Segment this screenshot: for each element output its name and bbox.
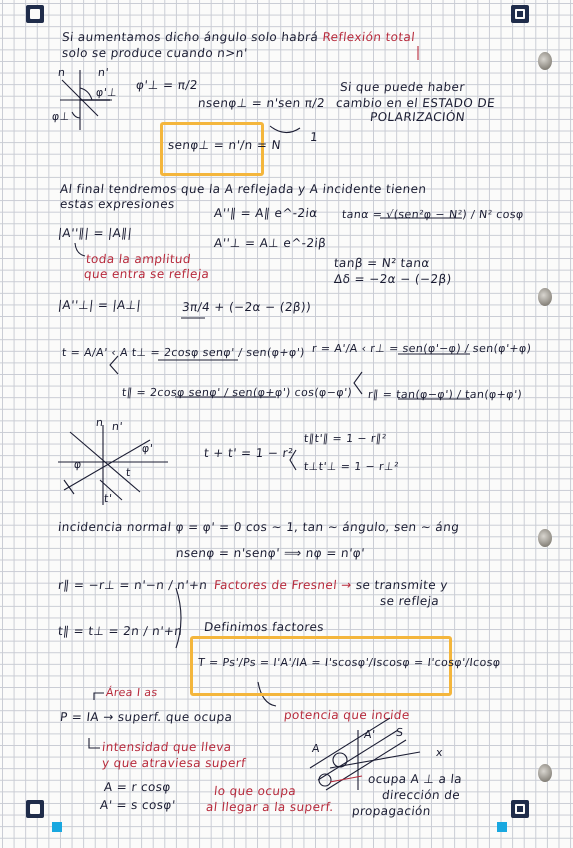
eq-a-perp-abs: |A''⊥| = |A⊥|	[57, 298, 142, 312]
fig2-label-n: n	[95, 416, 105, 429]
brace	[270, 126, 300, 133]
brace-r	[354, 372, 362, 394]
occupies-2: dirección de	[381, 788, 461, 802]
fresnel-line-2: se refleja	[379, 594, 440, 608]
red-occupy-2: al llegar a la superf.	[205, 800, 335, 814]
side-note-1: Si que puede haber	[339, 80, 466, 94]
eq-r-perp: r = A'/A ‹ r⊥ = sen(φ'−φ) / sen(φ'+φ)	[311, 342, 533, 355]
fig3-label-x: x	[435, 746, 444, 759]
define-factors: Definimos factores	[203, 620, 325, 634]
eq-sum-perp: t⊥t'⊥ = 1 − r⊥²	[303, 460, 400, 473]
phi-equation: φ'⊥ = π/2	[135, 78, 199, 92]
brace-fresnel	[176, 588, 181, 648]
area-note: Área I as	[105, 686, 159, 699]
fig2-label-phi: φ	[73, 458, 83, 471]
eq-a-parallel-abs: |A''∥| = |A∥|	[57, 226, 133, 240]
boxed-T-equation: T = Ps'/Ps = I'A'/IA = I'scosφ'/Iscosφ = I'cosφ'/Icosφ	[197, 656, 502, 669]
eq-t-parallel: t∥ = 2cosφ senφ' / sen(φ+φ') cos(φ−φ')	[121, 386, 353, 399]
eq-r-parallel: r∥ = tan(φ−φ') / tan(φ+φ')	[367, 388, 523, 401]
fig3-circle	[333, 753, 347, 767]
normal-incidence-line: incidencia normal φ = φ' = 0 cos ~ 1, tan ~ ángulo, sen ~ áng	[57, 520, 461, 534]
fig1-label-n-prime: n'	[97, 66, 110, 79]
one-label: 1	[309, 130, 319, 144]
eq-sum: t + t' = 1 − r²	[203, 446, 294, 460]
fresnel-line: Factores de Fresnel → se transmite y	[213, 578, 449, 592]
boxed-sin-equation: senφ⊥ = n'/n = N	[167, 138, 282, 152]
intensity-note-2: y que atraviesa superf	[101, 756, 247, 770]
intensity-note-1: intensidad que lleva	[101, 740, 233, 754]
arrow-up	[94, 693, 104, 700]
a-prime-equation: A' = s cosφ'	[99, 798, 177, 812]
red-occupy-1: lo que ocupa	[213, 784, 297, 798]
occupies-1: ocupa A ⊥ a la	[367, 772, 463, 786]
note-line-3: Al final tendremos que la A reflejada y A incidente tienen	[59, 182, 428, 196]
eq-normal-snell: nsenφ = n'senφ' ⟹ nφ = n'φ'	[175, 546, 366, 560]
arrow-curve	[75, 243, 85, 256]
fig2-label-t-prime: t'	[103, 492, 113, 505]
fig1-angle-arc	[80, 88, 92, 100]
fig2-label-phi-prime: φ'	[141, 442, 154, 455]
eq-a-perp: A''⊥ = A⊥ e^-2iβ	[213, 236, 327, 250]
eq-sum-parallel: t∥t'∥ = 1 − r∥²	[303, 432, 388, 445]
eq-phase: 3π/4 + (−2α − (2β))	[181, 300, 312, 314]
fig2-label-t: t	[125, 466, 132, 479]
fig2-arrow	[64, 480, 74, 494]
a-equation: A = r cosφ	[103, 780, 172, 794]
eq-delta: Δδ = −2α − (−2β)	[333, 272, 453, 286]
arrow-down	[89, 738, 100, 748]
snell-equation: nsenφ⊥ = n'sen π/2	[197, 96, 326, 110]
fig3-label-S: S	[395, 726, 405, 739]
p-equation: P = IA → superf. que ocupa	[59, 710, 234, 724]
red-power-note: potencia que incide	[283, 708, 411, 722]
note-line-1: Si aumentamos dicho ángulo solo habrá Reflexión total	[61, 30, 416, 44]
eq-r-normal: r∥ = −r⊥ = n'−n / n'+n	[57, 578, 209, 592]
red-note-amplitude: toda la amplitud	[85, 252, 192, 266]
eq-t-normal: t∥ = t⊥ = 2n / n'+n	[57, 624, 184, 638]
fig1-label-n: n	[57, 66, 67, 79]
red-note-reflects: que entra se refleja	[83, 267, 211, 281]
fig3-label-A: A	[311, 742, 321, 755]
fig1-label-phi: φ⊥	[51, 110, 71, 123]
eq-a-parallel: A''∥ = A∥ e^-2iα	[213, 206, 319, 220]
eq-tan-beta: tanβ = N² tanα	[333, 256, 431, 270]
fig2-label-n-prime: n'	[111, 420, 124, 433]
note-line-2: solo se produce cuando n>n'	[61, 46, 249, 60]
eq-t-perp: t = A/A' ‹ A t⊥ = 2cosφ senφ' / sen(φ+φ')	[61, 346, 306, 359]
fig3-label-A-prime: A'	[363, 728, 377, 741]
fig1-angle-arc-lower	[72, 112, 80, 118]
side-note-3: POLARIZACIÓN	[369, 110, 466, 124]
occupies-3: propagación	[351, 804, 432, 818]
side-note-2: cambio en el ESTADO DE	[335, 96, 496, 110]
eq-tan-alpha: tanα = √(sen²φ − N²) / N² cosφ	[341, 208, 525, 221]
fig1-label-phi-prime: φ'⊥	[95, 86, 118, 99]
note-line-4: estas expresiones	[59, 197, 176, 211]
